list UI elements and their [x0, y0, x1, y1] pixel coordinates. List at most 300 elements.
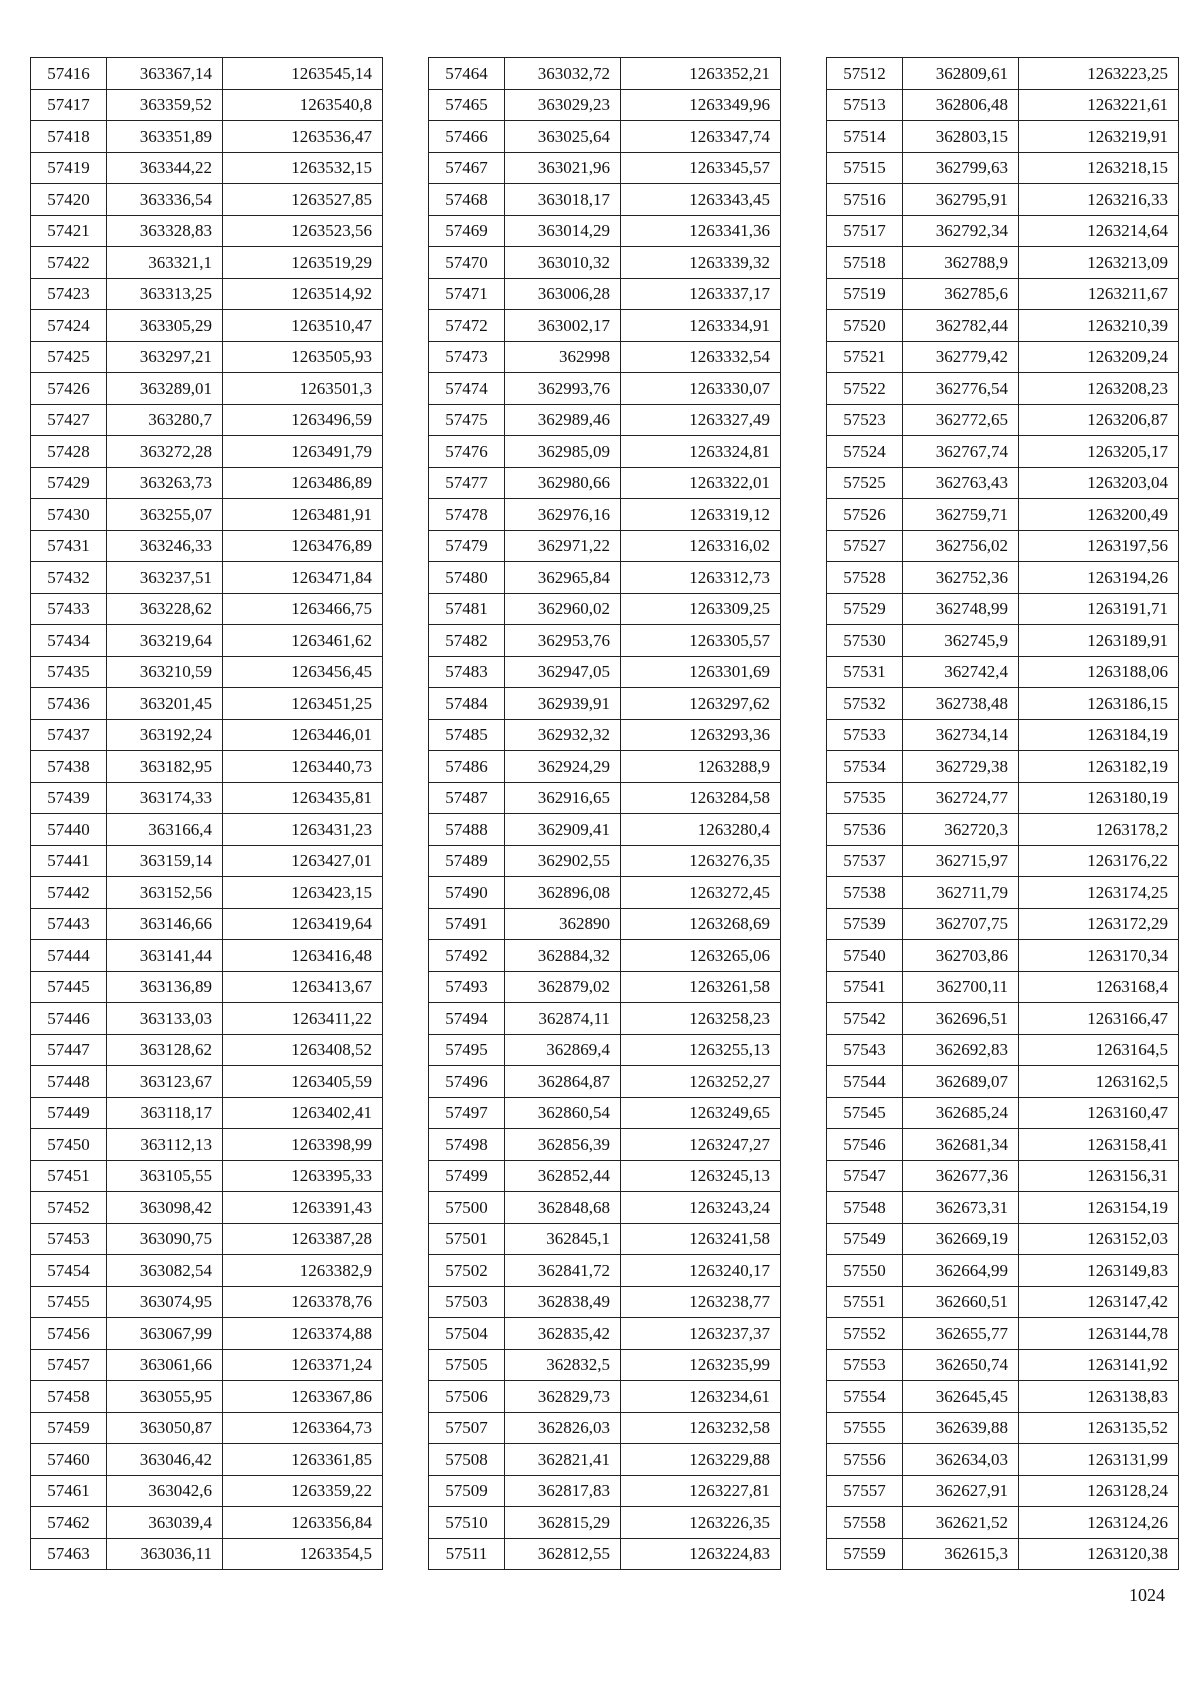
- point-id-cell: 57476: [429, 436, 505, 468]
- x-coordinate-cell: 362879,02: [505, 971, 621, 1003]
- y-coordinate-cell: 1263341,36: [621, 215, 781, 247]
- x-coordinate-cell: 362806,48: [903, 89, 1019, 121]
- y-coordinate-cell: 1263200,49: [1019, 499, 1179, 531]
- x-coordinate-cell: 363032,72: [505, 58, 621, 90]
- table-row: [31, 562, 383, 594]
- table-row: [31, 436, 383, 468]
- y-coordinate-cell: 1263280,4: [621, 814, 781, 846]
- y-coordinate-cell: 1263284,58: [621, 782, 781, 814]
- x-coordinate-cell: 362965,84: [505, 562, 621, 594]
- table-row: [429, 1538, 781, 1570]
- table-row: [31, 688, 383, 720]
- point-id-cell: 57490: [429, 877, 505, 909]
- x-coordinate-cell: 362756,02: [903, 530, 1019, 562]
- point-id-cell: 57431: [31, 530, 107, 562]
- x-coordinate-cell: 362788,9: [903, 247, 1019, 279]
- table-row: [31, 1444, 383, 1476]
- y-coordinate-cell: 1263446,01: [223, 719, 383, 751]
- y-coordinate-cell: 1263451,25: [223, 688, 383, 720]
- y-coordinate-cell: 1263160,47: [1019, 1097, 1179, 1129]
- table-row: [31, 121, 383, 153]
- x-coordinate-cell: 362848,68: [505, 1192, 621, 1224]
- x-coordinate-cell: 362734,14: [903, 719, 1019, 751]
- x-coordinate-cell: 362864,87: [505, 1066, 621, 1098]
- x-coordinate-cell: 362795,91: [903, 184, 1019, 216]
- point-id-cell: 57519: [827, 278, 903, 310]
- table-row: [827, 1349, 1179, 1381]
- table-row: [31, 1538, 383, 1570]
- point-id-cell: 57527: [827, 530, 903, 562]
- point-id-cell: 57466: [429, 121, 505, 153]
- x-coordinate-cell: 362960,02: [505, 593, 621, 625]
- x-coordinate-cell: 363336,54: [107, 184, 223, 216]
- y-coordinate-cell: 1263203,04: [1019, 467, 1179, 499]
- point-id-cell: 57549: [827, 1223, 903, 1255]
- point-id-cell: 57521: [827, 341, 903, 373]
- y-coordinate-cell: 1263186,15: [1019, 688, 1179, 720]
- table-row: [429, 530, 781, 562]
- table-row: [429, 58, 781, 90]
- point-id-cell: 57439: [31, 782, 107, 814]
- y-coordinate-cell: 1263352,21: [621, 58, 781, 90]
- x-coordinate-cell: 362692,83: [903, 1034, 1019, 1066]
- table-row: [31, 467, 383, 499]
- x-coordinate-cell: 362821,41: [505, 1444, 621, 1476]
- x-coordinate-cell: 362792,34: [903, 215, 1019, 247]
- table-row: [429, 1160, 781, 1192]
- y-coordinate-cell: 1263214,64: [1019, 215, 1179, 247]
- point-id-cell: 57429: [31, 467, 107, 499]
- table-row: [429, 1066, 781, 1098]
- point-id-cell: 57508: [429, 1444, 505, 1476]
- point-id-cell: 57453: [31, 1223, 107, 1255]
- y-coordinate-cell: 1263265,06: [621, 940, 781, 972]
- y-coordinate-cell: 1263224,83: [621, 1538, 781, 1570]
- point-id-cell: 57513: [827, 89, 903, 121]
- x-coordinate-cell: 363159,14: [107, 845, 223, 877]
- table-row: [31, 341, 383, 373]
- table-row: [31, 971, 383, 1003]
- table-row: [429, 1349, 781, 1381]
- point-id-cell: 57506: [429, 1381, 505, 1413]
- table-row: [429, 184, 781, 216]
- point-id-cell: 57474: [429, 373, 505, 405]
- x-coordinate-cell: 363006,28: [505, 278, 621, 310]
- table-row: [429, 215, 781, 247]
- x-coordinate-cell: 363219,64: [107, 625, 223, 657]
- x-coordinate-cell: 363351,89: [107, 121, 223, 153]
- y-coordinate-cell: 1263241,58: [621, 1223, 781, 1255]
- point-id-cell: 57544: [827, 1066, 903, 1098]
- y-coordinate-cell: 1263540,8: [223, 89, 383, 121]
- y-coordinate-cell: 1263527,85: [223, 184, 383, 216]
- point-id-cell: 57481: [429, 593, 505, 625]
- x-coordinate-cell: 363272,28: [107, 436, 223, 468]
- y-coordinate-cell: 1263301,69: [621, 656, 781, 688]
- point-id-cell: 57504: [429, 1318, 505, 1350]
- point-id-cell: 57432: [31, 562, 107, 594]
- table-row: [827, 247, 1179, 279]
- table-row: [429, 278, 781, 310]
- y-coordinate-cell: 1263359,22: [223, 1475, 383, 1507]
- x-coordinate-cell: 362685,24: [903, 1097, 1019, 1129]
- x-coordinate-cell: 362782,44: [903, 310, 1019, 342]
- point-id-cell: 57530: [827, 625, 903, 657]
- x-coordinate-cell: 363328,83: [107, 215, 223, 247]
- table-row: [827, 625, 1179, 657]
- table-row: [827, 877, 1179, 909]
- table-row: [31, 877, 383, 909]
- y-coordinate-cell: 1263378,76: [223, 1286, 383, 1318]
- table-row: [827, 152, 1179, 184]
- table-row: [827, 971, 1179, 1003]
- x-coordinate-cell: 363141,44: [107, 940, 223, 972]
- y-coordinate-cell: 1263268,69: [621, 908, 781, 940]
- table-row: [827, 1286, 1179, 1318]
- y-coordinate-cell: 1263491,79: [223, 436, 383, 468]
- x-coordinate-cell: 363237,51: [107, 562, 223, 594]
- y-coordinate-cell: 1263440,73: [223, 751, 383, 783]
- table-row: [429, 1286, 781, 1318]
- table-row: [429, 1223, 781, 1255]
- y-coordinate-cell: 1263141,92: [1019, 1349, 1179, 1381]
- y-coordinate-cell: 1263120,38: [1019, 1538, 1179, 1570]
- y-coordinate-cell: 1263144,78: [1019, 1318, 1179, 1350]
- y-coordinate-cell: 1263226,35: [621, 1507, 781, 1539]
- table-row: [429, 782, 781, 814]
- table-row: [827, 121, 1179, 153]
- x-coordinate-cell: 363074,95: [107, 1286, 223, 1318]
- y-coordinate-cell: 1263364,73: [223, 1412, 383, 1444]
- y-coordinate-cell: 1263197,56: [1019, 530, 1179, 562]
- x-coordinate-cell: 363098,42: [107, 1192, 223, 1224]
- table-row: [827, 310, 1179, 342]
- point-id-cell: 57528: [827, 562, 903, 594]
- point-id-cell: 57479: [429, 530, 505, 562]
- y-coordinate-cell: 1263532,15: [223, 152, 383, 184]
- point-id-cell: 57502: [429, 1255, 505, 1287]
- y-coordinate-cell: 1263413,67: [223, 971, 383, 1003]
- y-coordinate-cell: 1263158,41: [1019, 1129, 1179, 1161]
- y-coordinate-cell: 1263427,01: [223, 845, 383, 877]
- y-coordinate-cell: 1263435,81: [223, 782, 383, 814]
- table-row: [827, 1192, 1179, 1224]
- y-coordinate-cell: 1263258,23: [621, 1003, 781, 1035]
- table-row: [429, 1507, 781, 1539]
- y-coordinate-cell: 1263170,34: [1019, 940, 1179, 972]
- x-coordinate-cell: 362772,65: [903, 404, 1019, 436]
- point-id-cell: 57459: [31, 1412, 107, 1444]
- point-id-cell: 57442: [31, 877, 107, 909]
- x-coordinate-cell: 363123,67: [107, 1066, 223, 1098]
- x-coordinate-cell: 363344,22: [107, 152, 223, 184]
- y-coordinate-cell: 1263227,81: [621, 1475, 781, 1507]
- x-coordinate-cell: 362650,74: [903, 1349, 1019, 1381]
- y-coordinate-cell: 1263261,58: [621, 971, 781, 1003]
- y-coordinate-cell: 1263147,42: [1019, 1286, 1179, 1318]
- point-id-cell: 57464: [429, 58, 505, 90]
- table-row: [31, 1381, 383, 1413]
- point-id-cell: 57435: [31, 656, 107, 688]
- table-row: [827, 467, 1179, 499]
- point-id-cell: 57468: [429, 184, 505, 216]
- table-row: [31, 782, 383, 814]
- y-coordinate-cell: 1263536,47: [223, 121, 383, 153]
- table-row: [429, 814, 781, 846]
- table-row: [31, 814, 383, 846]
- x-coordinate-cell: 363305,29: [107, 310, 223, 342]
- y-coordinate-cell: 1263476,89: [223, 530, 383, 562]
- x-coordinate-cell: 363166,4: [107, 814, 223, 846]
- point-id-cell: 57489: [429, 845, 505, 877]
- y-coordinate-cell: 1263382,9: [223, 1255, 383, 1287]
- table-row: [827, 1066, 1179, 1098]
- x-coordinate-cell: 363090,75: [107, 1223, 223, 1255]
- table-row: [429, 971, 781, 1003]
- point-id-cell: 57540: [827, 940, 903, 972]
- y-coordinate-cell: 1263216,33: [1019, 184, 1179, 216]
- table-row: [429, 688, 781, 720]
- y-coordinate-cell: 1263471,84: [223, 562, 383, 594]
- table-row: [31, 278, 383, 310]
- x-coordinate-cell: 363010,32: [505, 247, 621, 279]
- y-coordinate-cell: 1263356,84: [223, 1507, 383, 1539]
- table-row: [31, 1003, 383, 1035]
- point-id-cell: 57472: [429, 310, 505, 342]
- table-row: [31, 499, 383, 531]
- table-row: [429, 562, 781, 594]
- y-coordinate-cell: 1263232,58: [621, 1412, 781, 1444]
- x-coordinate-cell: 363046,42: [107, 1444, 223, 1476]
- point-id-cell: 57535: [827, 782, 903, 814]
- y-coordinate-cell: 1263180,19: [1019, 782, 1179, 814]
- table-row: [429, 1412, 781, 1444]
- table-row: [31, 373, 383, 405]
- y-coordinate-cell: 1263327,49: [621, 404, 781, 436]
- y-coordinate-cell: 1263252,27: [621, 1066, 781, 1098]
- table-row: [827, 1318, 1179, 1350]
- table-row: [827, 530, 1179, 562]
- point-id-cell: 57473: [429, 341, 505, 373]
- x-coordinate-cell: 362841,72: [505, 1255, 621, 1287]
- x-coordinate-cell: 362803,15: [903, 121, 1019, 153]
- x-coordinate-cell: 363021,96: [505, 152, 621, 184]
- x-coordinate-cell: 362748,99: [903, 593, 1019, 625]
- x-coordinate-cell: 362779,42: [903, 341, 1019, 373]
- table-row: [31, 1255, 383, 1287]
- table-row: [827, 341, 1179, 373]
- x-coordinate-cell: 363055,95: [107, 1381, 223, 1413]
- table-row: [31, 530, 383, 562]
- table-row: [429, 593, 781, 625]
- point-id-cell: 57454: [31, 1255, 107, 1287]
- x-coordinate-cell: 362932,32: [505, 719, 621, 751]
- table-row: [429, 152, 781, 184]
- y-coordinate-cell: 1263395,33: [223, 1160, 383, 1192]
- y-coordinate-cell: 1263219,91: [1019, 121, 1179, 153]
- x-coordinate-cell: 362835,42: [505, 1318, 621, 1350]
- y-coordinate-cell: 1263154,19: [1019, 1192, 1179, 1224]
- y-coordinate-cell: 1263235,99: [621, 1349, 781, 1381]
- coordinate-table-right: [826, 57, 1179, 1570]
- x-coordinate-cell: 363321,1: [107, 247, 223, 279]
- y-coordinate-cell: 1263456,45: [223, 656, 383, 688]
- point-id-cell: 57483: [429, 656, 505, 688]
- y-coordinate-cell: 1263332,54: [621, 341, 781, 373]
- point-id-cell: 57496: [429, 1066, 505, 1098]
- point-id-cell: 57422: [31, 247, 107, 279]
- x-coordinate-cell: 362729,38: [903, 751, 1019, 783]
- table-row: [31, 1507, 383, 1539]
- table-row: [827, 593, 1179, 625]
- point-id-cell: 57456: [31, 1318, 107, 1350]
- table-row: [429, 373, 781, 405]
- y-coordinate-cell: 1263337,17: [621, 278, 781, 310]
- point-id-cell: 57480: [429, 562, 505, 594]
- y-coordinate-cell: 1263481,91: [223, 499, 383, 531]
- y-coordinate-cell: 1263191,71: [1019, 593, 1179, 625]
- point-id-cell: 57455: [31, 1286, 107, 1318]
- point-id-cell: 57545: [827, 1097, 903, 1129]
- x-coordinate-cell: 362627,91: [903, 1475, 1019, 1507]
- y-coordinate-cell: 1263322,01: [621, 467, 781, 499]
- point-id-cell: 57446: [31, 1003, 107, 1035]
- table-row: [31, 1286, 383, 1318]
- point-id-cell: 57499: [429, 1160, 505, 1192]
- point-id-cell: 57501: [429, 1223, 505, 1255]
- point-id-cell: 57554: [827, 1381, 903, 1413]
- x-coordinate-cell: 362817,83: [505, 1475, 621, 1507]
- table-row: [827, 499, 1179, 531]
- x-coordinate-cell: 363228,62: [107, 593, 223, 625]
- x-coordinate-cell: 362980,66: [505, 467, 621, 499]
- table-row: [827, 845, 1179, 877]
- y-coordinate-cell: 1263405,59: [223, 1066, 383, 1098]
- y-coordinate-cell: 1263339,32: [621, 247, 781, 279]
- x-coordinate-cell: 363289,01: [107, 373, 223, 405]
- point-id-cell: 57511: [429, 1538, 505, 1570]
- point-id-cell: 57475: [429, 404, 505, 436]
- table-row: [827, 1255, 1179, 1287]
- point-id-cell: 57416: [31, 58, 107, 90]
- table-row: [827, 373, 1179, 405]
- y-coordinate-cell: 1263176,22: [1019, 845, 1179, 877]
- x-coordinate-cell: 363042,6: [107, 1475, 223, 1507]
- y-coordinate-cell: 1263174,25: [1019, 877, 1179, 909]
- point-id-cell: 57548: [827, 1192, 903, 1224]
- y-coordinate-cell: 1263519,29: [223, 247, 383, 279]
- y-coordinate-cell: 1263172,29: [1019, 908, 1179, 940]
- x-coordinate-cell: 362759,71: [903, 499, 1019, 531]
- y-coordinate-cell: 1263128,24: [1019, 1475, 1179, 1507]
- x-coordinate-cell: 362660,51: [903, 1286, 1019, 1318]
- table-row: [429, 877, 781, 909]
- x-coordinate-cell: 362852,44: [505, 1160, 621, 1192]
- point-id-cell: 57445: [31, 971, 107, 1003]
- point-id-cell: 57495: [429, 1034, 505, 1066]
- x-coordinate-cell: 362826,03: [505, 1412, 621, 1444]
- table-row: [827, 215, 1179, 247]
- table-row: [429, 467, 781, 499]
- point-id-cell: 57485: [429, 719, 505, 751]
- point-id-cell: 57542: [827, 1003, 903, 1035]
- point-id-cell: 57494: [429, 1003, 505, 1035]
- table-row: [827, 940, 1179, 972]
- x-coordinate-cell: 363133,03: [107, 1003, 223, 1035]
- table-row: [429, 499, 781, 531]
- point-id-cell: 57433: [31, 593, 107, 625]
- x-coordinate-cell: 362767,74: [903, 436, 1019, 468]
- table-row: [429, 1097, 781, 1129]
- x-coordinate-cell: 363313,25: [107, 278, 223, 310]
- y-coordinate-cell: 1263255,13: [621, 1034, 781, 1066]
- table-row: [429, 1475, 781, 1507]
- y-coordinate-cell: 1263164,5: [1019, 1034, 1179, 1066]
- point-id-cell: 57427: [31, 404, 107, 436]
- point-id-cell: 57524: [827, 436, 903, 468]
- y-coordinate-cell: 1263184,19: [1019, 719, 1179, 751]
- y-coordinate-cell: 1263334,91: [621, 310, 781, 342]
- x-coordinate-cell: 362976,16: [505, 499, 621, 531]
- point-id-cell: 57546: [827, 1129, 903, 1161]
- y-coordinate-cell: 1263361,85: [223, 1444, 383, 1476]
- y-coordinate-cell: 1263309,25: [621, 593, 781, 625]
- point-id-cell: 57547: [827, 1160, 903, 1192]
- table-row: [31, 1129, 383, 1161]
- point-id-cell: 57438: [31, 751, 107, 783]
- table-row: [429, 1003, 781, 1035]
- point-id-cell: 57488: [429, 814, 505, 846]
- table-row: [827, 1507, 1179, 1539]
- point-id-cell: 57557: [827, 1475, 903, 1507]
- x-coordinate-cell: 363025,64: [505, 121, 621, 153]
- x-coordinate-cell: 362896,08: [505, 877, 621, 909]
- table-row: [429, 751, 781, 783]
- point-id-cell: 57529: [827, 593, 903, 625]
- y-coordinate-cell: 1263166,47: [1019, 1003, 1179, 1035]
- point-id-cell: 57556: [827, 1444, 903, 1476]
- point-id-cell: 57500: [429, 1192, 505, 1224]
- x-coordinate-cell: 362669,19: [903, 1223, 1019, 1255]
- x-coordinate-cell: 362832,5: [505, 1349, 621, 1381]
- point-id-cell: 57514: [827, 121, 903, 153]
- y-coordinate-cell: 1263272,45: [621, 877, 781, 909]
- point-id-cell: 57420: [31, 184, 107, 216]
- table-row: [31, 1160, 383, 1192]
- y-coordinate-cell: 1263210,39: [1019, 310, 1179, 342]
- point-id-cell: 57555: [827, 1412, 903, 1444]
- point-id-cell: 57452: [31, 1192, 107, 1224]
- table-row: [31, 1034, 383, 1066]
- y-coordinate-cell: 1263209,24: [1019, 341, 1179, 373]
- x-coordinate-cell: 363014,29: [505, 215, 621, 247]
- x-coordinate-cell: 362724,77: [903, 782, 1019, 814]
- point-id-cell: 57543: [827, 1034, 903, 1066]
- y-coordinate-cell: 1263398,99: [223, 1129, 383, 1161]
- y-coordinate-cell: 1263402,41: [223, 1097, 383, 1129]
- point-id-cell: 57523: [827, 404, 903, 436]
- x-coordinate-cell: 362763,43: [903, 467, 1019, 499]
- y-coordinate-cell: 1263194,26: [1019, 562, 1179, 594]
- table-row: [31, 625, 383, 657]
- y-coordinate-cell: 1263218,15: [1019, 152, 1179, 184]
- x-coordinate-cell: 362902,55: [505, 845, 621, 877]
- x-coordinate-cell: 362715,97: [903, 845, 1019, 877]
- point-id-cell: 57517: [827, 215, 903, 247]
- table-row: [429, 310, 781, 342]
- y-coordinate-cell: 1263391,43: [223, 1192, 383, 1224]
- table-row: [429, 719, 781, 751]
